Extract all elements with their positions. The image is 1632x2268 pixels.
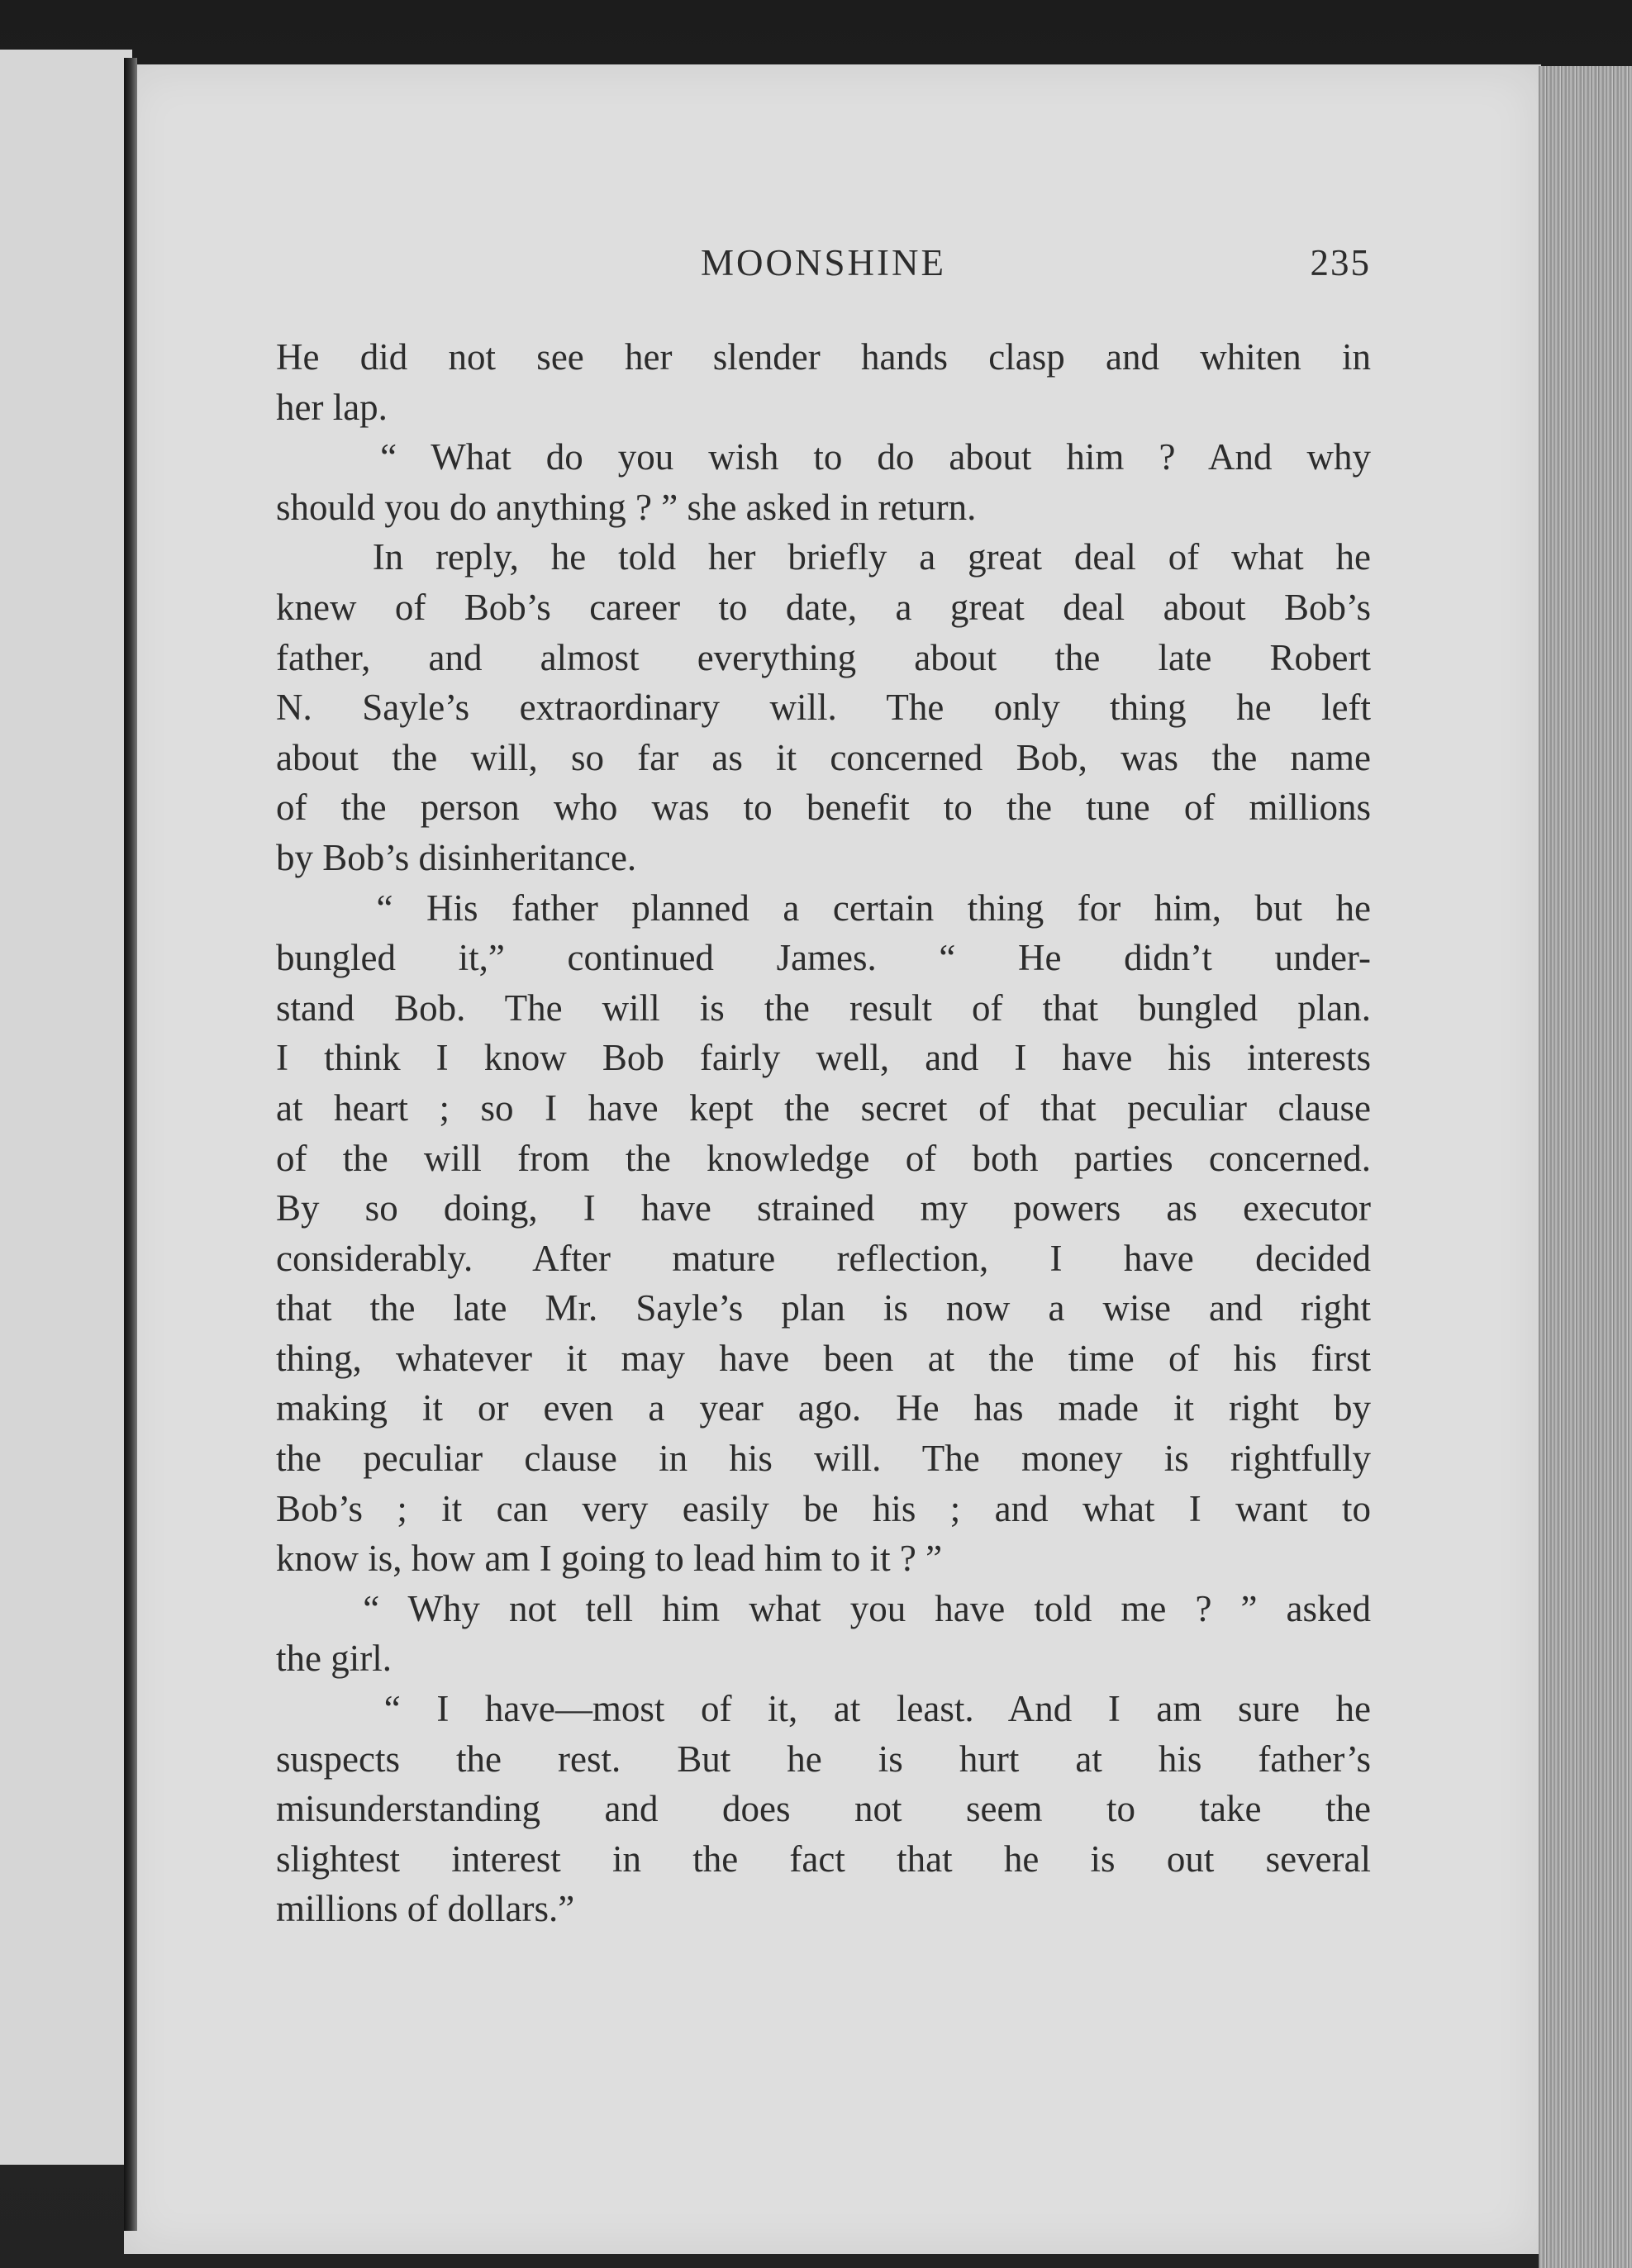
text-line: her lap. [276, 386, 388, 428]
text-line: that the late Mr. Sayle’s plan is now a wise and right [276, 1287, 1371, 1329]
text-line: “ Why not tell him what you have told me ? ” asked [276, 1587, 1371, 1629]
text-line: know is, how am I going to lead him to it ? ” [276, 1538, 943, 1580]
facing-page-edge [0, 50, 132, 2165]
text-line: of the will from the knowledge of both parties concerned. [276, 1137, 1371, 1179]
text-line: suspects the rest. But he is hurt at his father’s [276, 1738, 1371, 1780]
text-line: I think I know Bob fairly well, and I have his interests [276, 1037, 1371, 1079]
text-line: By so doing, I have strained my powers as executor [276, 1187, 1371, 1229]
text-line: He did not see her slender hands clasp and whiten in [276, 336, 1371, 378]
text-line: making it or even a year ago. He has made it right by [276, 1387, 1371, 1429]
text-line: the peculiar clause in his will. The money is rightfully [276, 1438, 1371, 1480]
text-line: by Bob’s disinheritance. [276, 836, 637, 878]
text-line: Bob’s ; it can very easily be his ; and what I want to [276, 1487, 1371, 1529]
text-line: millions of dollars.” [276, 1888, 575, 1930]
page-edges [1539, 66, 1632, 2268]
page-header [276, 241, 1371, 301]
text-line: at heart ; so I have kept the secret of that peculiar clause [276, 1086, 1371, 1129]
text-line: N. Sayle’s extraordinary will. The only thing he left [276, 687, 1371, 729]
running-head: MOONSHINE [701, 242, 946, 283]
text-line: stand Bob. The will is the result of that bungled plan. [276, 987, 1371, 1029]
page-number: 235 [1310, 242, 1371, 283]
text-line: of the person who was to benefit to the tune of millions [276, 787, 1371, 829]
text-line: father, and almost everything about the late Robert [276, 636, 1371, 678]
text-line: slightest interest in the fact that he is out several [276, 1838, 1371, 1880]
text-line: In reply, he told her briefly a great deal of what he [276, 536, 1371, 578]
text-line: thing, whatever it may have been at the time of his first [276, 1337, 1371, 1379]
page-gutter [124, 58, 137, 2231]
text-line: knew of Bob’s career to date, a great deal about Bob’s [276, 586, 1371, 628]
text-line: misunderstanding and does not seem to take the [276, 1788, 1371, 1830]
text-line: “ What do you wish to do about him ? And why [276, 436, 1371, 478]
text-line: should you do anything ? ” she asked in return. [276, 486, 977, 528]
body-text [276, 332, 1371, 1934]
text-line: about the will, so far as it concerned Bob, was the name [276, 736, 1371, 778]
text-line: “ I have—most of it, at least. And I am sure he [276, 1688, 1371, 1730]
text-line: the girl. [276, 1638, 392, 1680]
text-line: bungled it,” continued James. “ He didn’t under- [276, 937, 1371, 979]
text-line: “ His father planned a certain thing for him, but he [276, 887, 1371, 929]
text-line: considerably. After mature reflection, I have decided [276, 1237, 1371, 1279]
